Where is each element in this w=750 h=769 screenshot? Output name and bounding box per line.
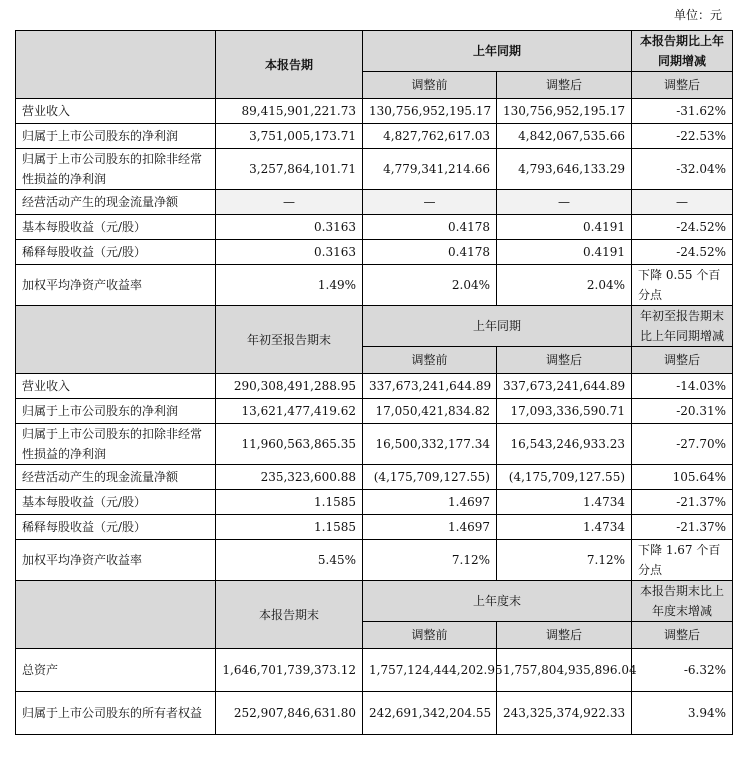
current-value: 5.45% [216,540,363,581]
change-value: 105.64% [632,465,733,490]
section1-change-header: 本报告期比上年同期增减 [632,31,733,72]
before-adjustment-value: 1.4697 [363,490,497,515]
before-adjustment-value: 2.04% [363,265,497,306]
section3-sub-before: 调整前 [363,622,497,649]
current-value: 11,960,563,865.35 [216,424,363,465]
after-adjustment-value: 337,673,241,644.89 [497,374,632,399]
after-adjustment-value: 0.4191 [497,215,632,240]
change-value: 3.94% [632,692,733,735]
current-value: 290,308,491,288.95 [216,374,363,399]
section3-change-header: 本报告期末比上年度末增减 [632,581,733,622]
row-label: 稀释每股收益（元/股） [16,240,216,265]
before-adjustment-value: 130,756,952,195.17 [363,99,497,124]
table-row [16,374,733,399]
section1-body [16,99,733,306]
change-value: — [632,190,733,215]
before-adjustment-value: 7.12% [363,540,497,581]
table-row [16,240,733,265]
section3-body [16,649,733,735]
section2-prior-group-header: 上年同期 [363,306,632,347]
row-label: 基本每股收益（元/股） [16,490,216,515]
after-adjustment-value: 2.04% [497,265,632,306]
change-value: 下降 1.67 个百分点 [632,540,733,581]
table-row [16,190,733,215]
section2-change-header: 年初至报告期末比上年同期增减 [632,306,733,347]
change-value: 下降 0.55 个百分点 [632,265,733,306]
section1-current-header: 本报告期 [216,31,363,99]
after-adjustment-value: 1,757,804,935,896.04 [497,649,632,692]
after-adjustment-value: 243,325,374,922.33 [497,692,632,735]
row-label: 稀释每股收益（元/股） [16,515,216,540]
after-adjustment-value: 4,793,646,133.29 [497,149,632,190]
change-value: -6.32% [632,649,733,692]
current-value: 1.1585 [216,515,363,540]
row-label: 营业收入 [16,99,216,124]
table-row [16,424,733,465]
before-adjustment-value: 17,050,421,834.82 [363,399,497,424]
row-label: 归属于上市公司股东的净利润 [16,399,216,424]
section1-sub-after: 调整后 [497,72,632,99]
after-adjustment-value: 17,093,336,590.71 [497,399,632,424]
after-adjustment-value: 1.4734 [497,515,632,540]
current-value: 1.1585 [216,490,363,515]
after-adjustment-value: — [497,190,632,215]
row-label: 加权平均净资产收益率 [16,265,216,306]
current-value: 3,257,864,101.71 [216,149,363,190]
current-value: 3,751,005,173.71 [216,124,363,149]
financial-indicators-table [15,30,733,735]
change-value: -21.37% [632,515,733,540]
change-value: -14.03% [632,374,733,399]
row-label: 加权平均净资产收益率 [16,540,216,581]
change-value: -24.52% [632,240,733,265]
section1-label-header [16,31,216,99]
row-label: 经营活动产生的现金流量净额 [16,465,216,490]
section2-sub-change: 调整后 [632,347,733,374]
before-adjustment-value: 4,827,762,617.03 [363,124,497,149]
section1-sub-before: 调整前 [363,72,497,99]
current-value: — [216,190,363,215]
table-row [16,99,733,124]
after-adjustment-value: 4,842,067,535.66 [497,124,632,149]
row-label: 归属于上市公司股东的扣除非经常性损益的净利润 [16,149,216,190]
before-adjustment-value: 1.4697 [363,515,497,540]
section3-header-row [16,581,733,622]
table-row [16,490,733,515]
current-value: 0.3163 [216,240,363,265]
change-value: -20.31% [632,399,733,424]
section1-sub-change: 调整后 [632,72,733,99]
section1-prior-group-header: 上年同期 [363,31,632,72]
table-row [16,124,733,149]
section3-prior-group-header: 上年度末 [363,581,632,622]
current-value: 252,907,846,631.80 [216,692,363,735]
row-label: 归属于上市公司股东的净利润 [16,124,216,149]
before-adjustment-value: 0.4178 [363,240,497,265]
row-label: 基本每股收益（元/股） [16,215,216,240]
change-value: -31.62% [632,99,733,124]
change-value: -24.52% [632,215,733,240]
section2-current-header: 年初至报告期末 [216,306,363,374]
section3-label-header [16,581,216,649]
section2-label-header [16,306,216,374]
section2-sub-before: 调整前 [363,347,497,374]
section3-sub-after: 调整后 [497,622,632,649]
before-adjustment-value: — [363,190,497,215]
before-adjustment-value: 16,500,332,177.34 [363,424,497,465]
before-adjustment-value: 0.4178 [363,215,497,240]
after-adjustment-value: 130,756,952,195.17 [497,99,632,124]
row-label: 营业收入 [16,374,216,399]
before-adjustment-value: 337,673,241,644.89 [363,374,497,399]
table-row [16,215,733,240]
row-label: 总资产 [16,649,216,692]
row-label: 归属于上市公司股东的扣除非经常性损益的净利润 [16,424,216,465]
table-row [16,465,733,490]
current-value: 1,646,701,739,373.12 [216,649,363,692]
table-row [16,399,733,424]
before-adjustment-value: 242,691,342,204.55 [363,692,497,735]
after-adjustment-value: 0.4191 [497,240,632,265]
table-row [16,149,733,190]
section2-header-row [16,306,733,347]
row-label: 经营活动产生的现金流量净额 [16,190,216,215]
unit-label: 单位：元 [673,8,722,22]
current-value: 0.3163 [216,215,363,240]
after-adjustment-value: 1.4734 [497,490,632,515]
change-value: -22.53% [632,124,733,149]
table-row [16,265,733,306]
change-value: -32.04% [632,149,733,190]
after-adjustment-value: 7.12% [497,540,632,581]
table-row [16,515,733,540]
change-value: -27.70% [632,424,733,465]
row-label: 归属于上市公司股东的所有者权益 [16,692,216,735]
section2-sub-after: 调整后 [497,347,632,374]
change-value: -21.37% [632,490,733,515]
before-adjustment-value: 1,757,124,444,202.95 [363,649,497,692]
table-row [16,540,733,581]
current-value: 89,415,901,221.73 [216,99,363,124]
current-value: 13,621,477,419.62 [216,399,363,424]
before-adjustment-value: (4,175,709,127.55) [363,465,497,490]
section2-body [16,374,733,581]
after-adjustment-value: 16,543,246,933.23 [497,424,632,465]
after-adjustment-value: (4,175,709,127.55) [497,465,632,490]
table-row [16,649,733,692]
section1-header-row [16,31,733,72]
section3-sub-change: 调整后 [632,622,733,649]
current-value: 235,323,600.88 [216,465,363,490]
current-value: 1.49% [216,265,363,306]
table-row [16,692,733,735]
section3-current-header: 本报告期末 [216,581,363,649]
before-adjustment-value: 4,779,341,214.66 [363,149,497,190]
